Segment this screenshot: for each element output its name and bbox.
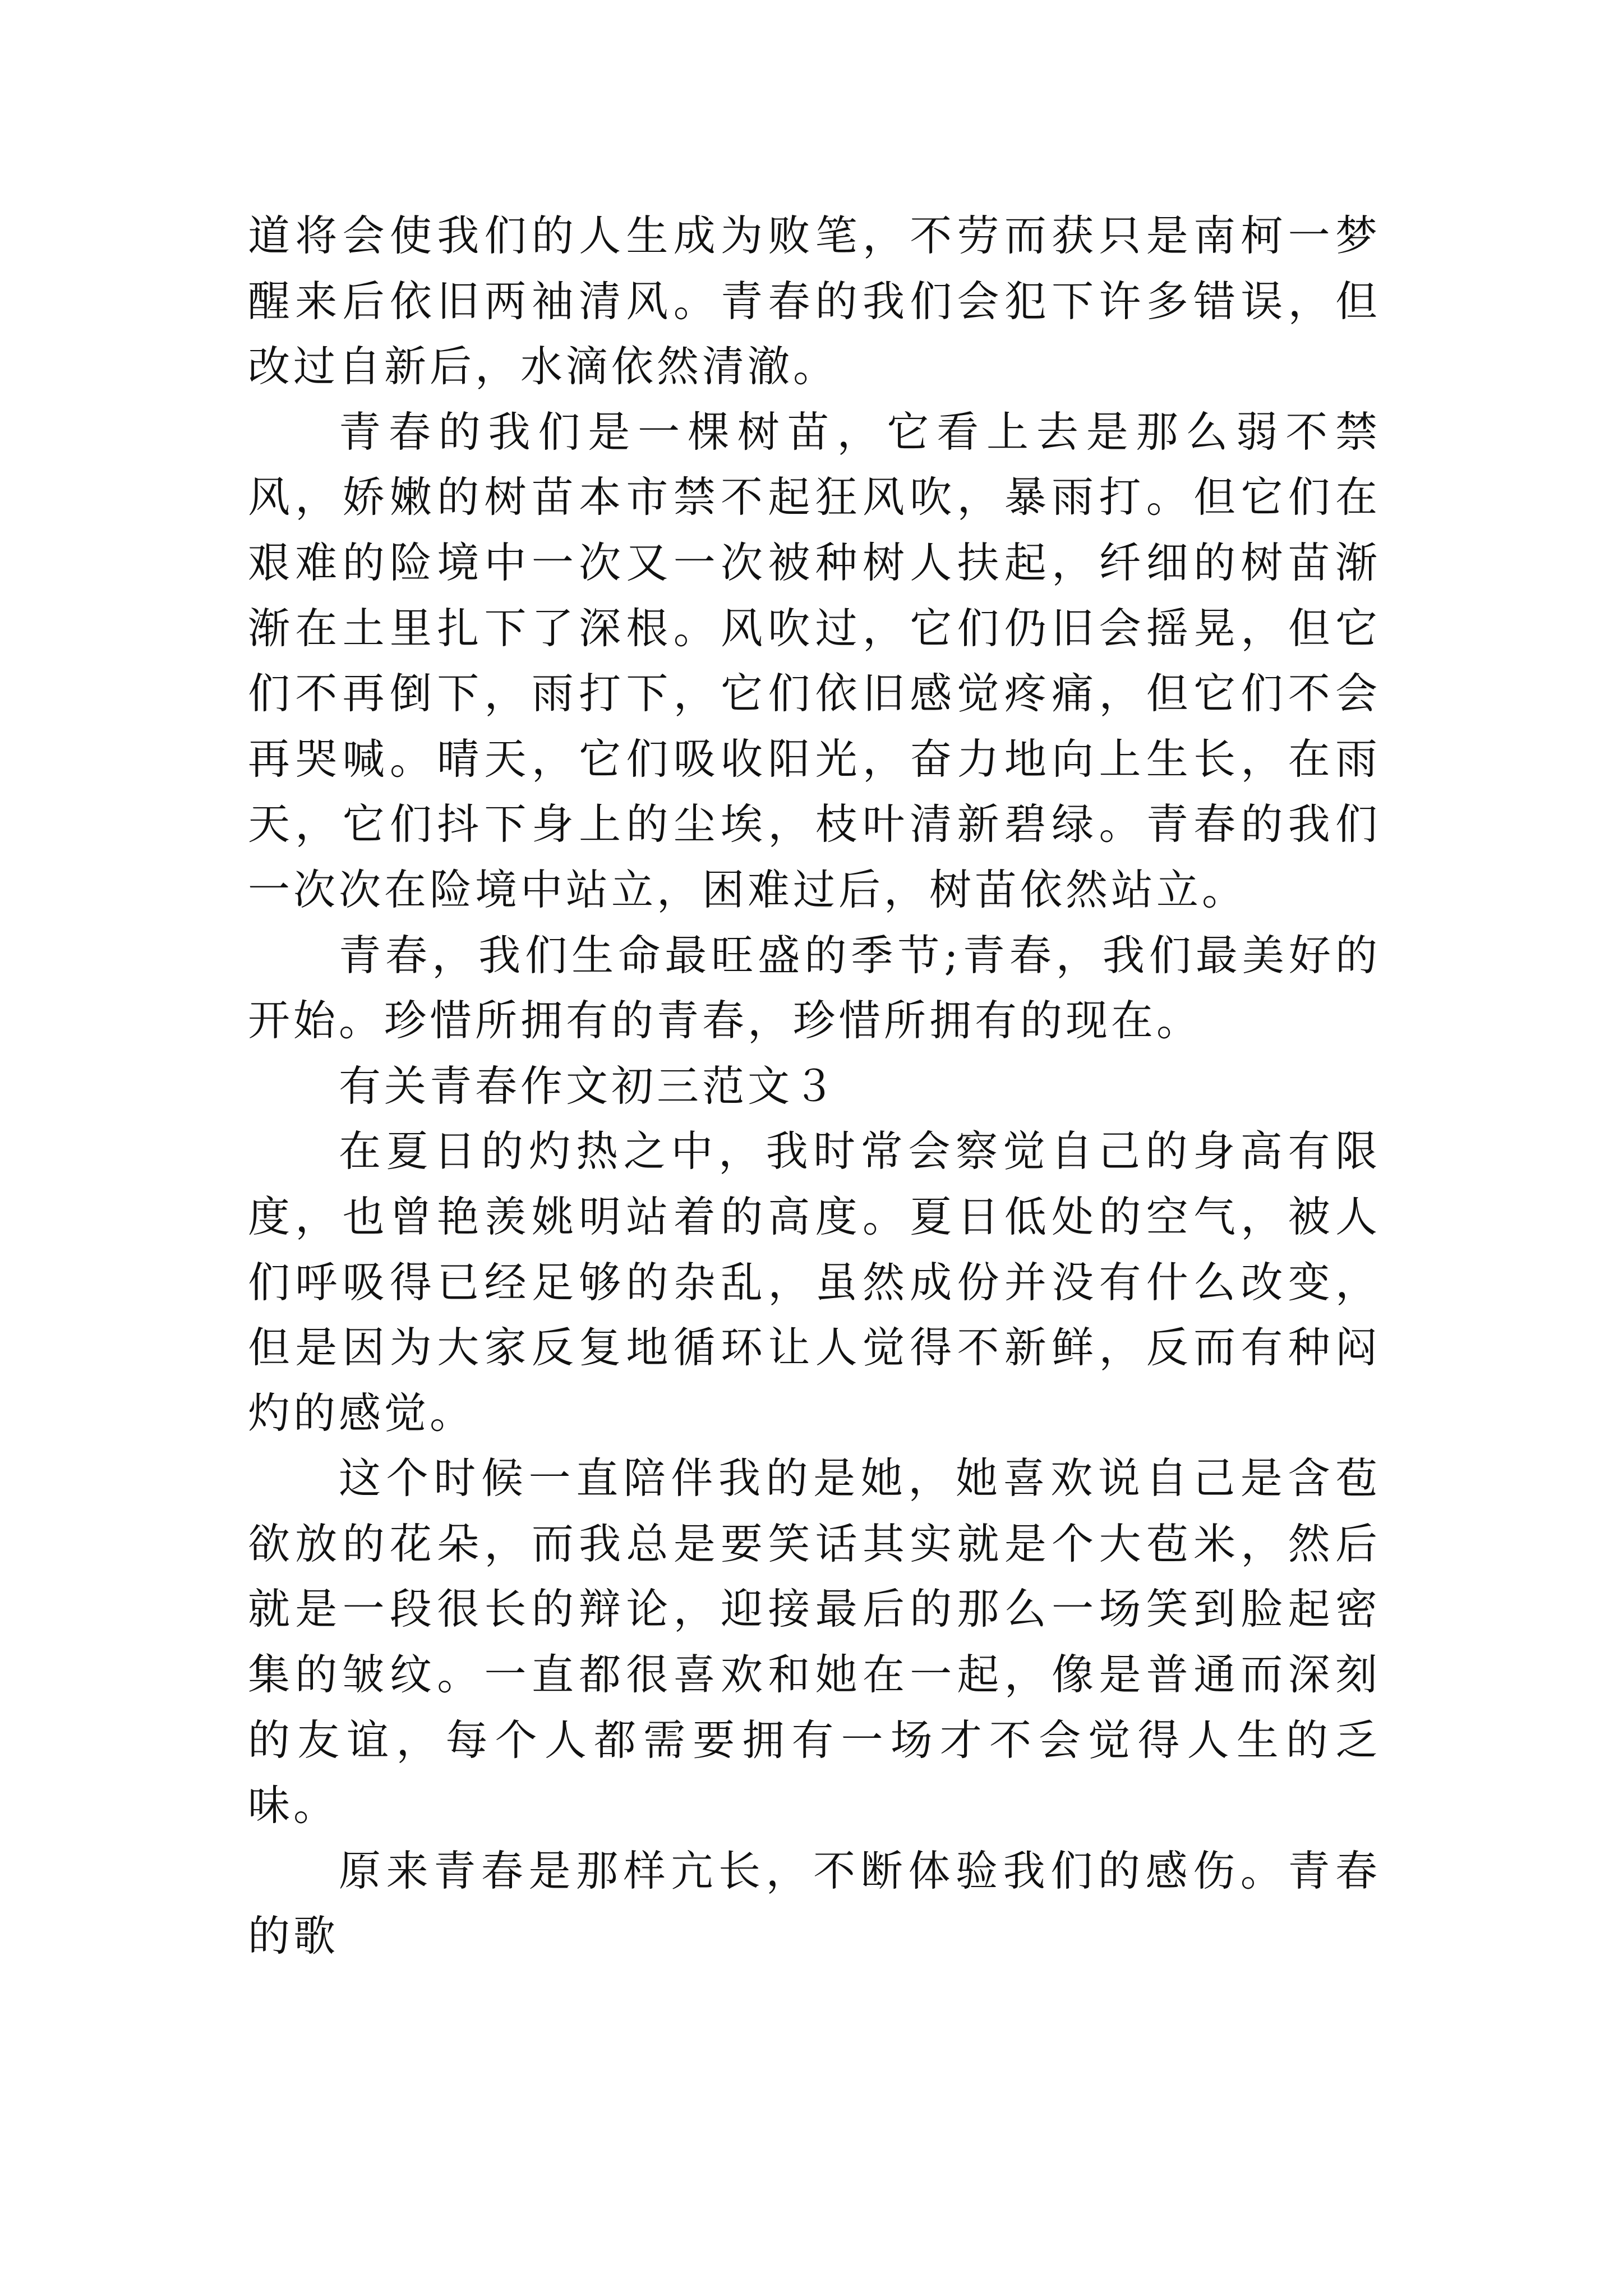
paragraph: 这个时候一直陪伴我的是她，她喜欢说自己是含苞欲放的花朵，而我总是要笑话其实就是个大苞米，然后就是一段很长的辩论，迎接最后的那么一场笑到脸起密集的皱纹。一直都很喜欢和她在一起，像是普通而深刻的友谊，每个人都需要拥有一场才不会觉得人生的乏味。 — [248, 1453, 1381, 1830]
paragraph: 原来青春是那样亢长，不断体验我们的感伤。青春的歌 — [248, 1846, 1381, 1961]
paragraph: 道将会使我们的人生成为败笔，不劳而获只是南柯一梦醒来后依旧两袖清风。青春的我们会犯下许多错误，但改过自新后，水滴依然清澈。 — [248, 211, 1381, 392]
paragraph: 在夏日的灼热之中，我时常会察觉自己的身高有限度，也曾艳羡姚明站着的高度。夏日低处的空气，被人们呼吸得已经足够的杂乱，虽然成份并没有什么改变，但是因为大家反复地循环让人觉得不新鲜，反而有种闷灼的感觉。 — [248, 1126, 1381, 1438]
document-body — [248, 203, 1381, 1969]
paragraph: 青春，我们生命最旺盛的季节;青春，我们最美好的开始。珍惜所拥有的青春，珍惜所拥有的现在。 — [248, 930, 1381, 1046]
paragraph: 青春的我们是一棵树苗，它看上去是那么弱不禁风，娇嫩的树苗本市禁不起狂风吹，暴雨打。但它们在艰难的险境中一次又一次被种树人扶起，纤细的树苗渐渐在土里扎下了深根。风吹过，它们仍旧会摇晃，但它们不再倒下，雨打下，它们依旧感觉疼痛，但它们不会再哭喊。晴天，它们吸收阳光，奋力地向上生长，在雨天，它们抖下身上的尘埃，枝叶清新碧绿。青春的我们一次次在险境中站立，困难过后，树苗依然站立。 — [248, 407, 1381, 914]
section-heading: 有关青春作文初三范文３ — [339, 1061, 839, 1111]
